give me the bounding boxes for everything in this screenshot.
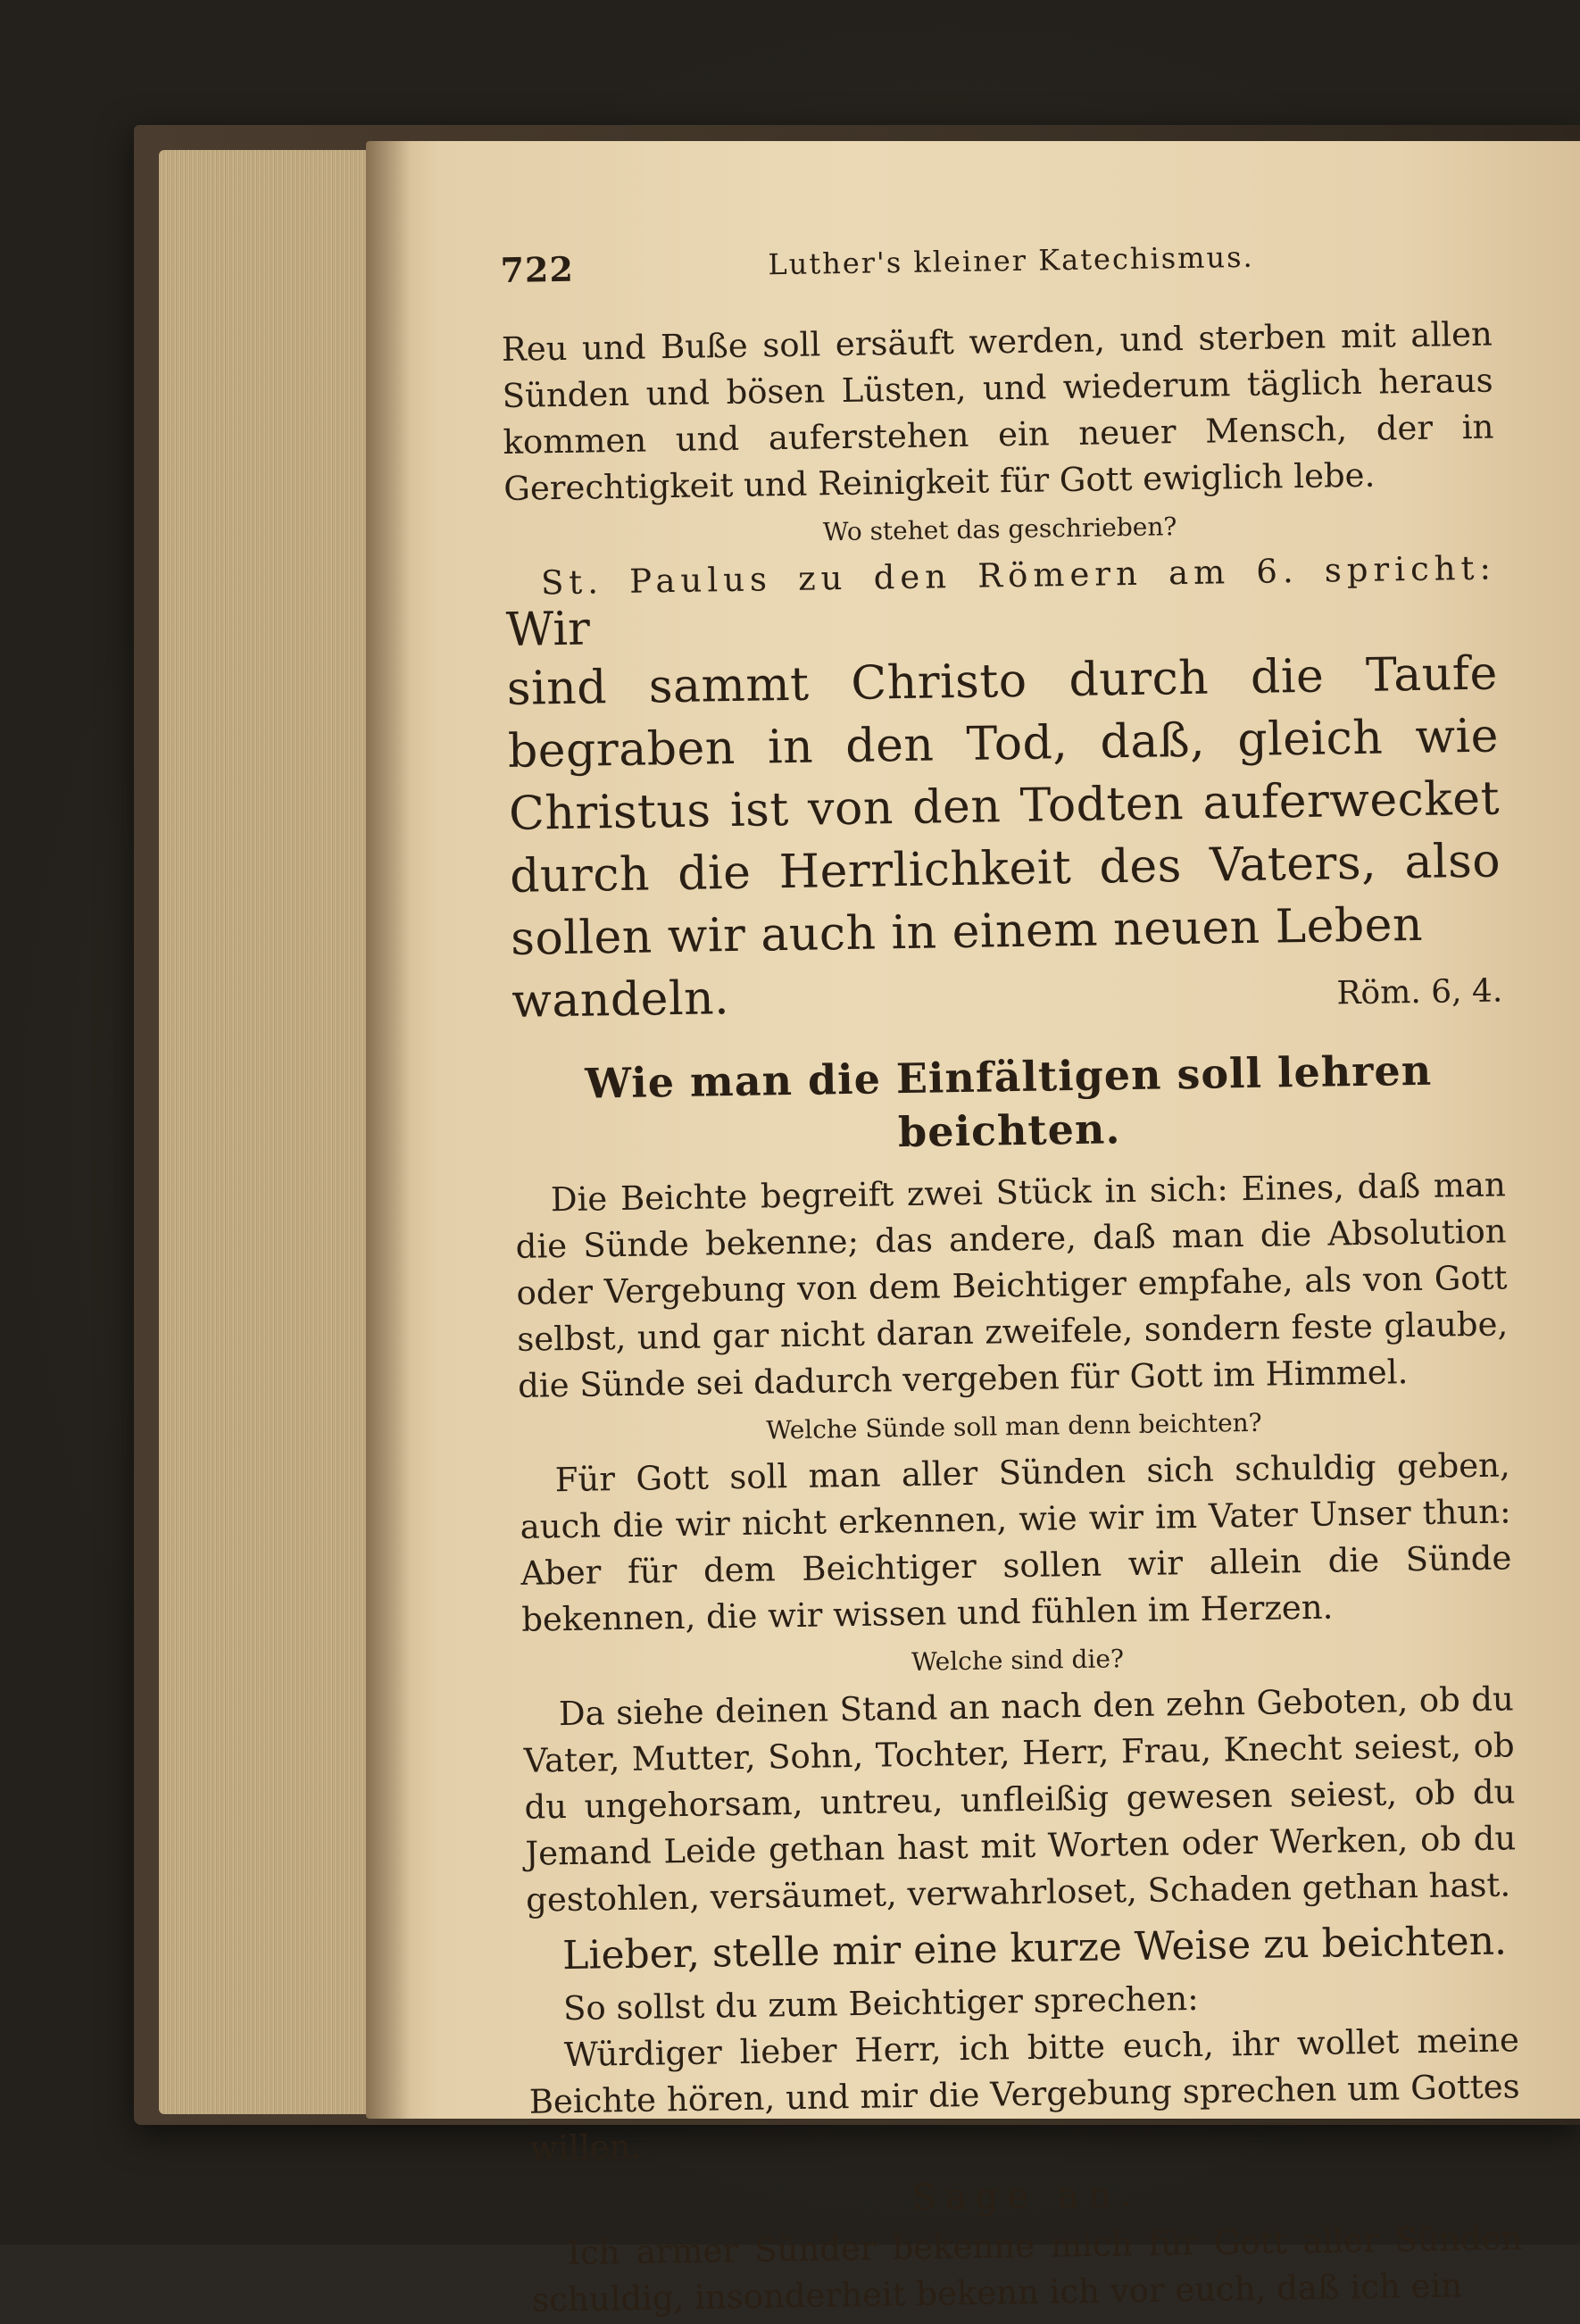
running-head: Luther's kleiner Katechismus.: [768, 239, 1254, 282]
question-2: Welche Sünde soll man denn beichten?: [765, 1407, 1262, 1445]
paragraph-4: Für Gott soll man aller Sünden sich schuldig geben, auch die wir nicht erkennen, wie wir im Vater Unser thun: Aber für dem Beichtiger sollen wir allein die Sünde bekennen, die wir wissen und fühlen im Herzen.: [520, 1445, 1512, 1639]
page-edges: [159, 150, 382, 2114]
scripture-reference: Röm. 6, 4.: [1336, 972, 1503, 1012]
paragraph-8: Ich armer Sünder bekenne mich für Gott aller Sünden schuldig, insonderheit bekenn ich vor euch, daß ich ein: [531, 2219, 1523, 2320]
sub-heading: Lieber, stelle mir eine kurze Weise zu beichten.: [561, 1918, 1508, 1979]
quote-start: Wir: [505, 602, 591, 657]
paragraph-5: Da siehe deinen Stand an nach den zehn Geboten, ob du Vater, Mutter, Sohn, Tochter, Herr, Frau, Knecht seiest, ob du ungehorsam, untreu, unfleißig gewesen seiest, ob du Jemand Leide gethan hast mit Worten oder Werken, ob du gestohlen, versäumet, verwahrloset, Schaden gethan hast.: [523, 1679, 1517, 1920]
paragraph-3: Die Beichte begreift zwei Stück in sich: Eines, daß man die Sünde bekenne; das andere, daß man die Absolution oder Vergebung von dem Beichtiger empfahe, als von Gott selbst, und gar nicht daran zweifele, sondern feste glaube, die Sünde sei dadurch vergeben für Gott im Himmel.: [515, 1165, 1509, 1405]
scripture-intro: St. Paulus zu den Römern am 6. spricht:: [540, 548, 1497, 603]
paragraph-7: Würdiger lieber Herr, ich bitte euch, ihr wollet meine Beichte hören, und mir die Vergebung sprechen um Gottes willen.: [528, 2020, 1520, 2168]
scripture-quote: sind sammt Christo durch die Taufe begraben in den Tod, daß, gleich wie Christus ist von den Todten auferwecket durch die Herrlichkeit des Vaters, also sollen wir auch in einem neuen Leben: [506, 646, 1501, 966]
question-1: Wo stehet das geschrieben?: [822, 512, 1177, 547]
question-3: Welche sind die?: [911, 1644, 1125, 1677]
page-gutter-shadow: [366, 141, 411, 2119]
paragraph-1: Reu und Buße soll ersäuft werden, und sterben mit allen Sünden und bösen Lüsten, und wiederum täglich heraus kommen und auferstehen ein neuer Mensch, der in Gerechtigkeit und Reinigkeit für Gott ewiglich lebe.: [501, 314, 1494, 508]
paragraph-2-intro: [505, 546, 1498, 658]
sage-an-heading: Sage an.: [911, 2174, 1141, 2220]
section-title: Wie man die Einfältigen soll lehren beichten.: [585, 1045, 1433, 1157]
page-number: 722: [500, 248, 575, 290]
page-text-block: [500, 226, 1524, 2324]
paragraph-6: So sollst du zum Beichtiger sprechen:: [562, 1978, 1199, 2028]
quote-end: wandeln.: [511, 971, 730, 1029]
